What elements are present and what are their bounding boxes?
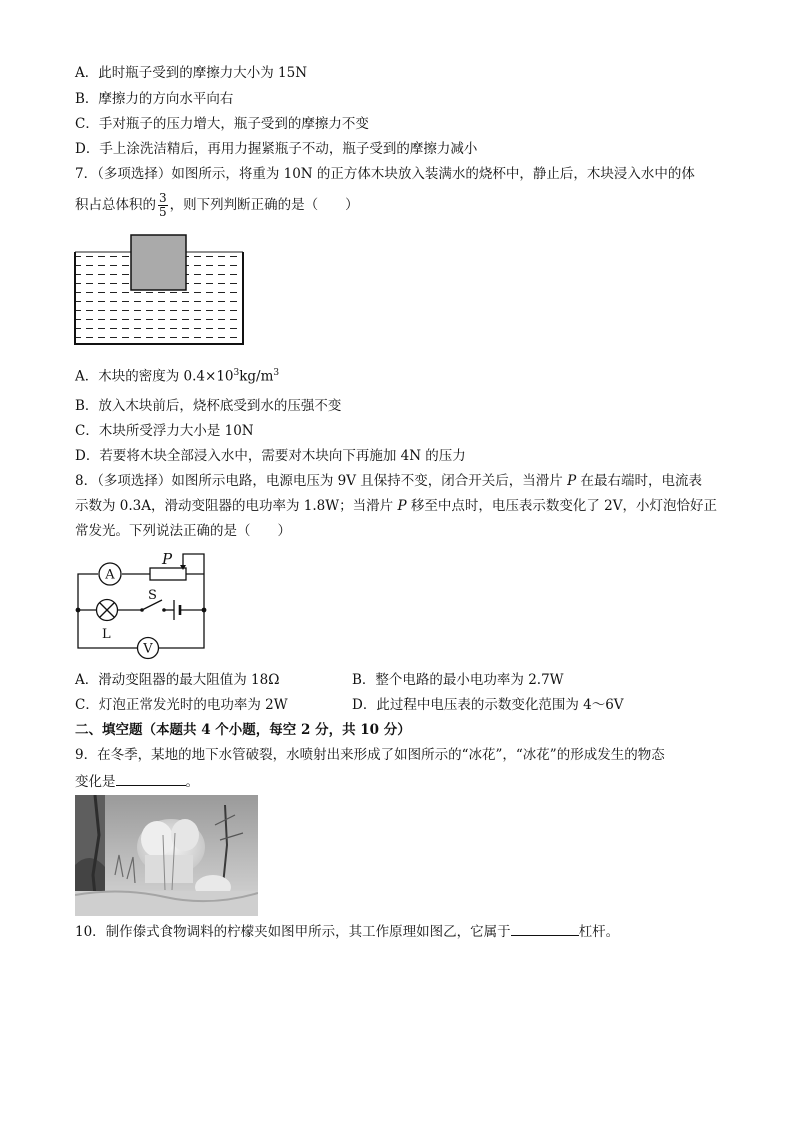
q8-option-b: B．整个电路的最小电功率为 2.7W xyxy=(352,672,564,688)
wooden-block xyxy=(131,235,186,290)
q8-option-a: A．滑动变阻器的最大阻值为 18Ω xyxy=(75,672,280,688)
q8-circuit-figure xyxy=(70,548,215,663)
q8-stem-line1 xyxy=(75,472,702,490)
q7-beaker-figure xyxy=(73,234,245,346)
q8-stem-line2-post: 移至中点时，电压表示数变化了 2V，小灯泡恰好正 xyxy=(406,498,717,514)
q6-option-c: C．手对瓶子的压力增大，瓶子受到的摩擦力不变 xyxy=(75,116,369,132)
q7-option-a-unit-exp: 3 xyxy=(273,368,280,378)
q6-option-a: A．此时瓶子受到的摩擦力大小为 15N xyxy=(75,65,308,81)
q8-stem-line2 xyxy=(75,497,717,515)
switch-label: S xyxy=(148,588,157,603)
q7-stem-line1: 7．（多项选择）如图所示，将重为 10N 的正方体木块放入装满水的烧杯中，静止后，木块浸入水中的体 xyxy=(75,166,695,182)
q8-stem-line2-pre: 示数为 0.3A，滑动变阻器的电功率为 1.8W；当滑片 xyxy=(75,498,398,514)
q6-option-b: B．摩擦力的方向水平向右 xyxy=(75,91,234,107)
junction-left xyxy=(76,608,81,613)
q7-stem-pre: 积占总体积的 xyxy=(75,197,156,213)
q8-slider-symbol-2: P xyxy=(397,498,407,514)
q6-option-d: D．手上涂洗洁精后，再用力握紧瓶子不动，瓶子受到的摩擦力减小 xyxy=(75,141,478,157)
q8-stem-line1-pre: 8．（多项选择）如图所示电路，电源电压为 9V 且保持不变，闭合开关后，当滑片 xyxy=(75,473,568,489)
q9-stem-line2 xyxy=(75,771,199,791)
voltmeter-label: V xyxy=(143,641,153,657)
q9-stem-line1: 9．在冬季，某地的地下水管破裂，水喷射出来形成了如图所示的“冰花”，“冰花”的形成发生的物态 xyxy=(75,747,665,763)
q8-slider-symbol: P xyxy=(567,473,577,489)
q7-option-a xyxy=(75,364,279,386)
ammeter-label: A xyxy=(105,567,115,583)
ice-flower-image xyxy=(75,795,258,916)
junction-right xyxy=(202,608,207,613)
wire-right-bottom xyxy=(159,610,205,648)
q9-answer-blank[interactable] xyxy=(116,771,186,786)
rheostat-icon xyxy=(150,568,186,580)
q7-stem-line2 xyxy=(75,190,359,220)
section-2-title: 二、填空题（本题共 4 个小题，每空 2 分，共 10 分） xyxy=(75,722,411,738)
q8-stem-line1-post: 在最右端时，电流表 xyxy=(576,473,702,489)
q7-fraction xyxy=(158,192,168,219)
q8-option-c: C．灯泡正常发光时的电功率为 2W xyxy=(75,697,288,713)
q7-option-a-unit: kg/m xyxy=(239,368,274,385)
q10-stem xyxy=(75,921,619,941)
q10-stem-pre: 10．制作傣式食物调料的柠檬夹如图甲所示，其工作原理如图乙，它属于 xyxy=(75,924,511,940)
q9-ice-flower-photo xyxy=(75,795,258,916)
q10-answer-blank[interactable] xyxy=(511,921,579,936)
q8-option-d: D．此过程中电压表的示数变化范围为 4～6V xyxy=(352,697,624,713)
q9-stem-post: 。 xyxy=(185,774,199,790)
q8-stem-line3: 常发光。下列说法正确的是（ ） xyxy=(75,523,291,539)
q7-option-c: C．木块所受浮力大小是 10N xyxy=(75,423,254,439)
q7-option-d: D．若要将木块全部浸入水中，需要对木块向下再施加 4N 的压力 xyxy=(75,448,466,464)
q7-fraction-denominator: 5 xyxy=(159,205,167,219)
wire-left-top xyxy=(78,574,98,610)
q10-stem-post: 杠杆。 xyxy=(578,924,620,940)
q7-option-b: B．放入木块前后，烧杯底受到水的压强不变 xyxy=(75,398,342,414)
q7-fraction-numerator: 3 xyxy=(159,191,167,205)
q7-stem-post: ，则下列判断正确的是（ ） xyxy=(169,197,359,213)
q7-option-a-exp: 3 xyxy=(233,368,240,378)
q7-option-a-text: A．木块的密度为 0.4×10 xyxy=(75,368,234,385)
lamp-label: L xyxy=(102,627,111,642)
slider-label: P xyxy=(162,550,173,568)
q9-stem-pre: 变化是 xyxy=(75,774,116,790)
